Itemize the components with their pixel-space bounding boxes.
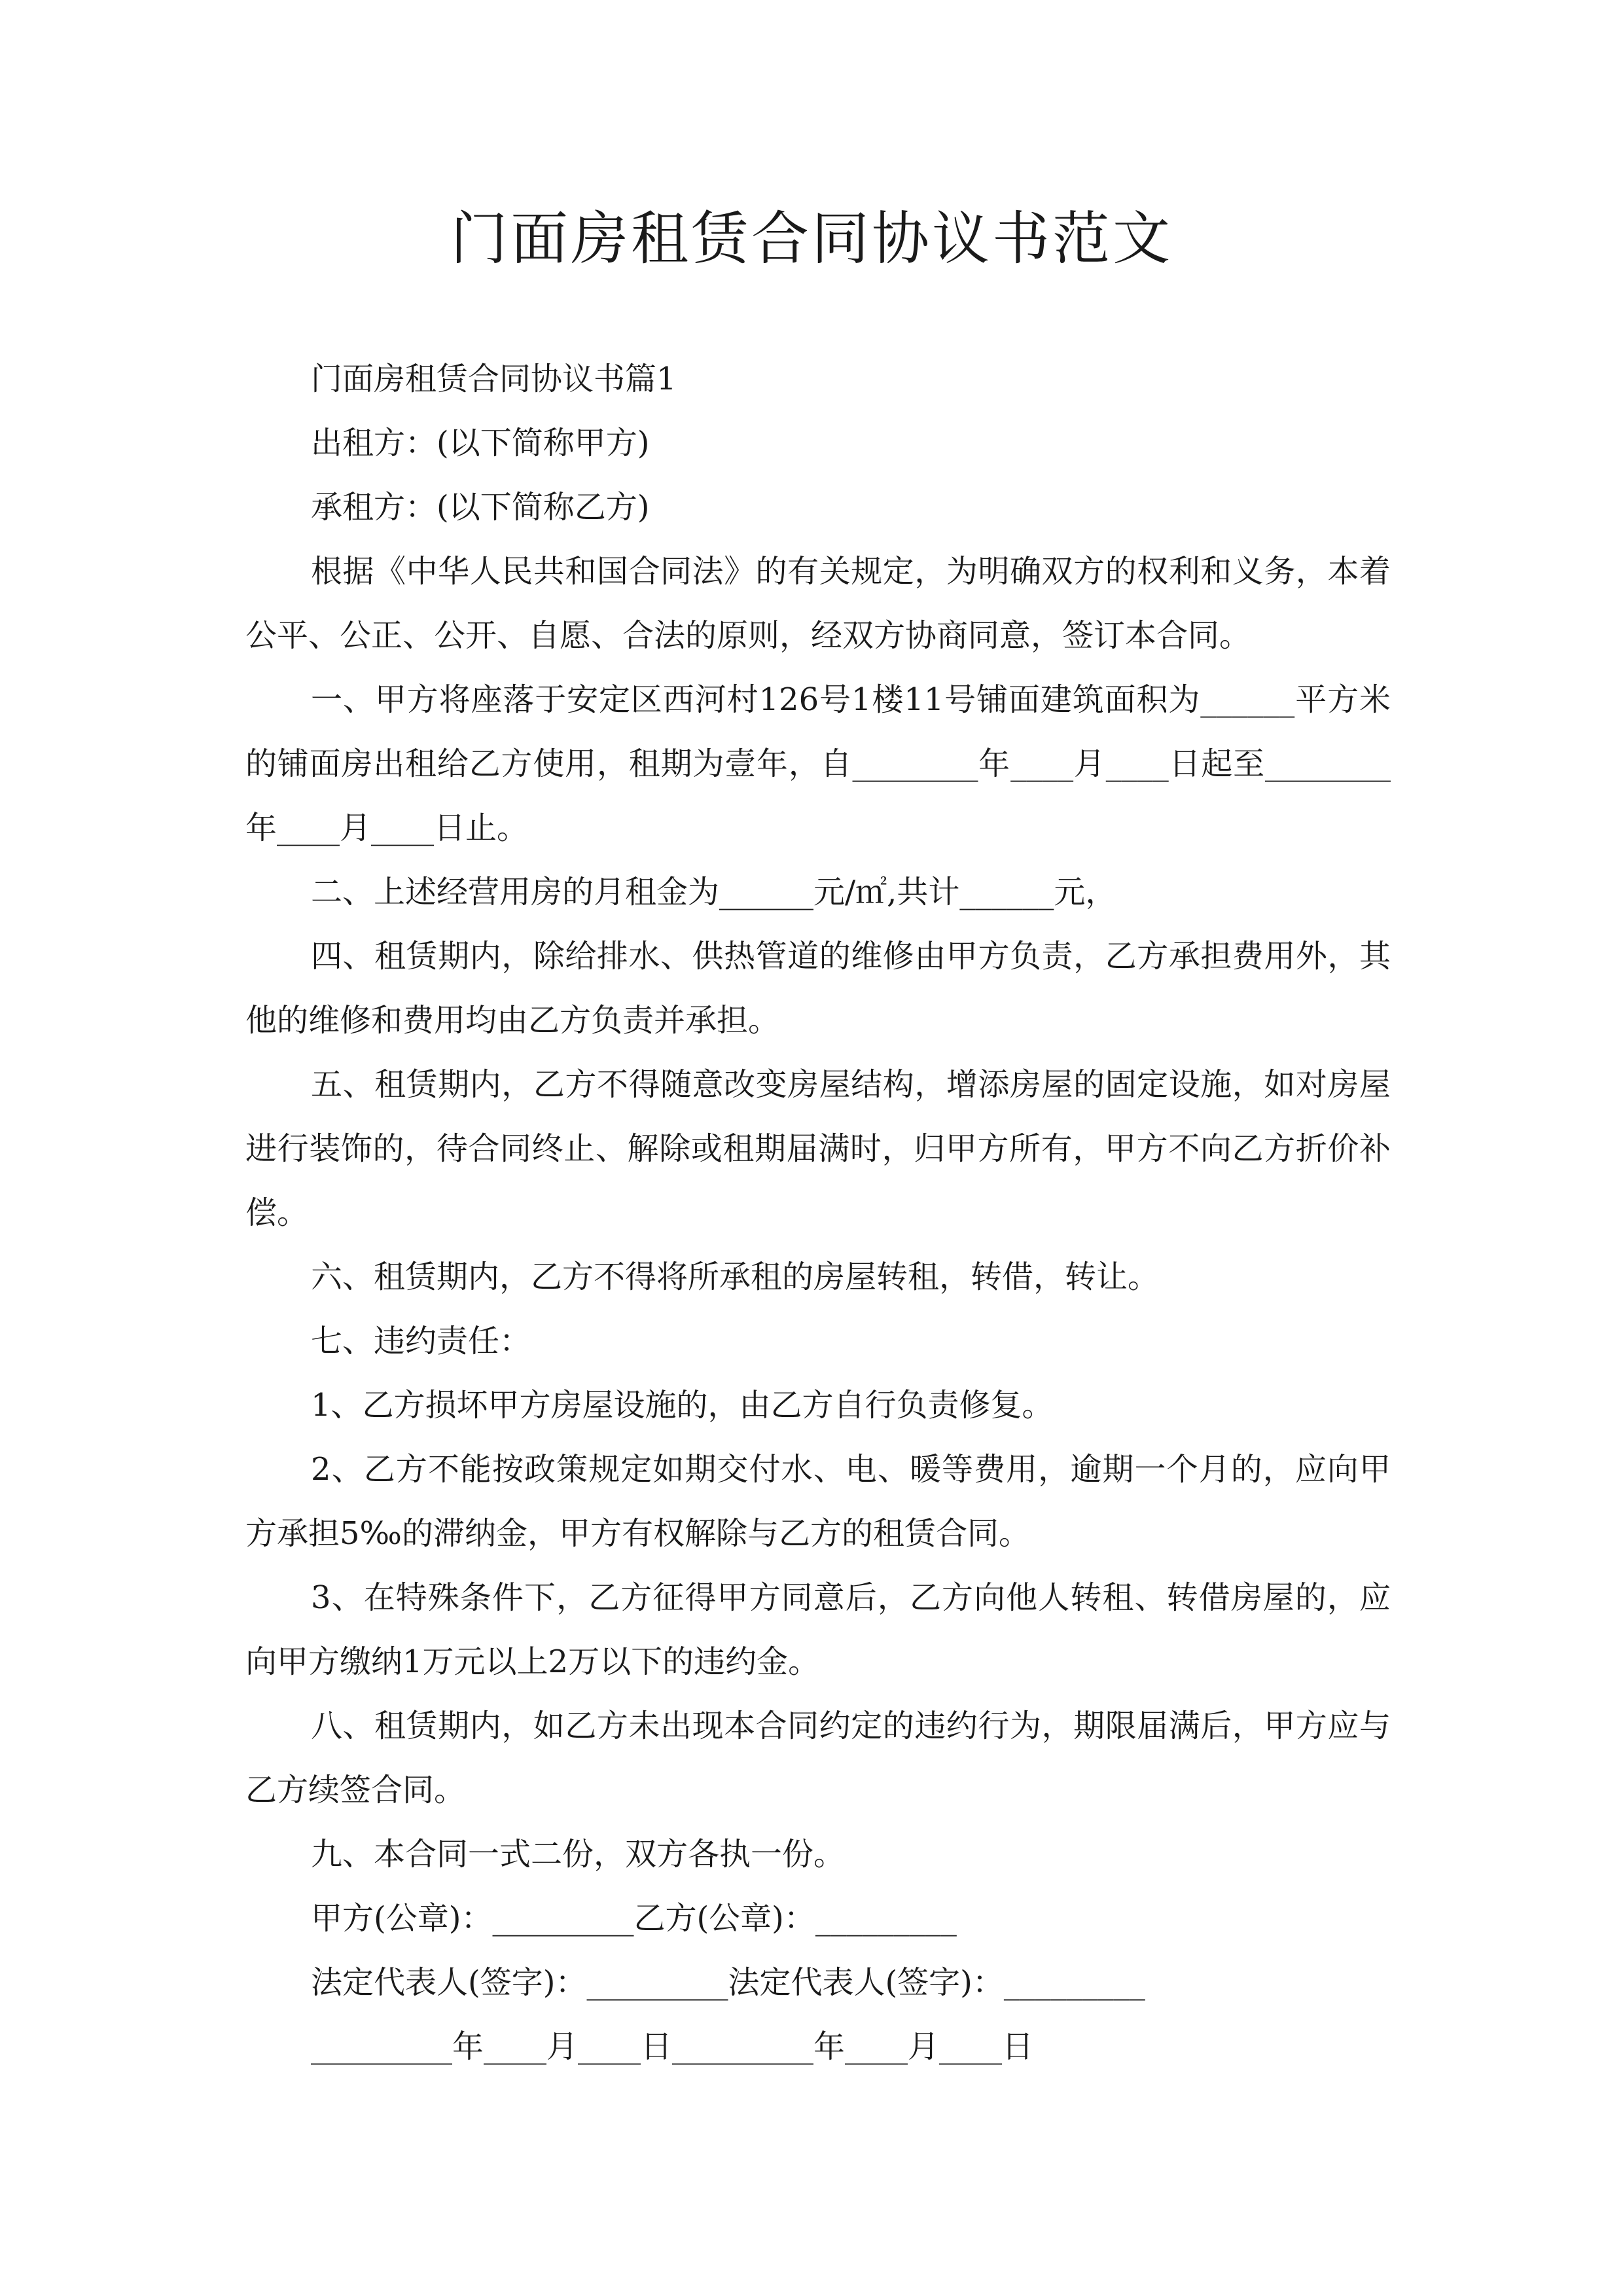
clause-6: 六、租赁期内，乙方不得将所承租的房屋转租，转借，转让。 (311, 1259, 1160, 1295)
document-title: 门面房租赁合同协议书范文 (450, 205, 1173, 272)
clause-7-item-2: 2、乙方不能按政策规定如期交付水、电、暖等费用，逾期一个月的，应向甲方承担5‰的滞纳金，甲方有权解除与乙方的租赁合同。 (245, 1451, 1391, 1552)
clause-1: 一、甲方将座落于安定区西河村126号1楼11号铺面建筑面积为______平方米的铺面房出租给乙方使用，租期为壹年，自________年____月____日起至________年____月____日止。 (245, 681, 1391, 846)
section-heading: 门面房租赁合同协议书篇1 (311, 361, 677, 397)
clause-4: 四、租赁期内，除给排水、供热管道的维修由甲方负责，乙方承担费用外，其他的维修和费用均由乙方负责并承担。 (245, 938, 1391, 1039)
preamble-paragraph: 根据《中华人民共和国合同法》的有关规定，为明确双方的权利和义务，本着公平、公正、公开、自愿、合法的原则，经双方协商同意，签订本合同。 (245, 553, 1391, 654)
signature-line: 法定代表人(签字)：_________法定代表人(签字)：_________ (311, 1964, 1145, 2001)
clause-2: 二、上述经营用房的月租金为______元/㎡,共计______元， (311, 874, 1117, 910)
document-body (245, 347, 1391, 2079)
clause-7-heading: 七、违约责任： (311, 1323, 531, 1359)
clause-9: 九、本合同一式二份，双方各执一份。 (311, 1836, 846, 1873)
date-line: _________年____月____日_________年____月____日 (311, 2028, 1034, 2065)
lessor-line: 出租方：(以下简称甲方) (311, 425, 650, 461)
clause-7-item-1: 1、乙方损坏甲方房屋设施的，由乙方自行负责修复。 (311, 1387, 1054, 1424)
clause-5: 五、租赁期内，乙方不得随意改变房屋结构，增添房屋的固定设施，如对房屋进行装饰的，待合同终止、解除或租期届满时，归甲方所有，甲方不向乙方折价补偿。 (245, 1066, 1391, 1231)
clause-8: 八、租赁期内，如乙方未出现本合同约定的违约行为，期限届满后，甲方应与乙方续签合同。 (245, 1708, 1391, 1808)
clause-7-item-3: 3、在特殊条件下，乙方征得甲方同意后，乙方向他人转租、转借房屋的，应向甲方缴纳1万元以上2万以下的违约金。 (245, 1579, 1391, 1680)
lessee-line: 承租方：(以下简称乙方) (311, 489, 650, 526)
seal-line: 甲方(公章)：_________乙方(公章)：_________ (311, 1900, 957, 1937)
